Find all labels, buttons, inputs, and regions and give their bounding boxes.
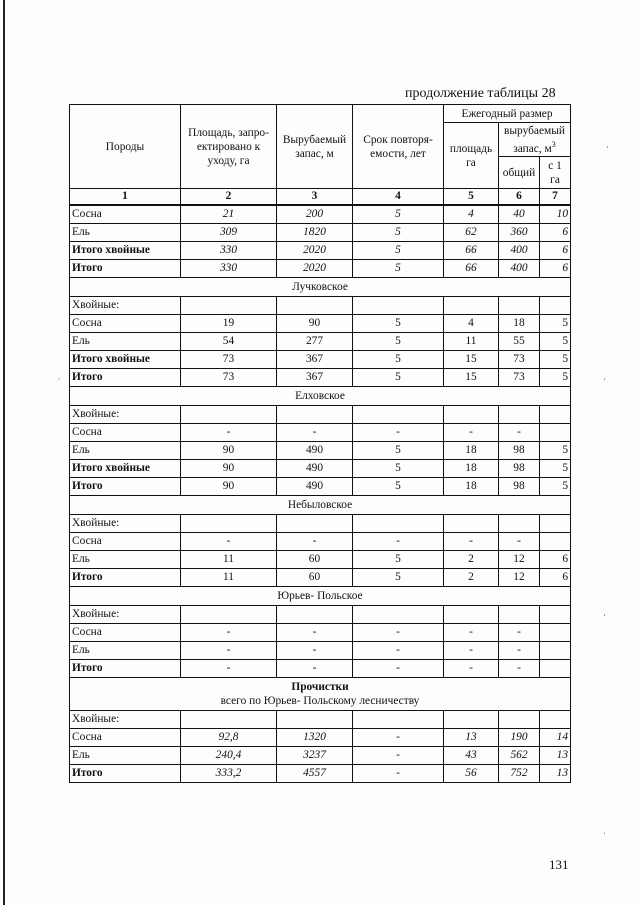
header-annual-area: площадь га	[444, 123, 499, 189]
table-cell: 5	[540, 333, 571, 351]
table-cell: 13	[540, 747, 571, 765]
table-cell: 5	[540, 478, 571, 496]
table-cell: 98	[499, 478, 540, 496]
header-annual-volume: вырубаемый запас, $м^3$	[499, 123, 571, 157]
column-number: 7	[540, 189, 571, 206]
table-cell	[540, 642, 571, 660]
table-cell: 98	[499, 442, 540, 460]
table-cell: -	[444, 624, 499, 642]
table-cell: -	[499, 424, 540, 442]
table-cell: 62	[444, 224, 499, 242]
table-cell: 6	[540, 242, 571, 260]
table-cell: 13	[540, 765, 571, 783]
row-name: Итого	[70, 260, 181, 278]
row-name: Сосна	[70, 624, 181, 642]
table-cell: 200	[277, 205, 353, 224]
row-name: Ель	[70, 333, 181, 351]
table-cell: 333,2	[181, 765, 277, 783]
row-name: Сосна	[70, 205, 181, 224]
table-cell: 309	[181, 224, 277, 242]
column-numbers-row	[70, 189, 571, 206]
table-cell: 73	[499, 369, 540, 387]
table-row	[70, 729, 571, 747]
table-row	[70, 260, 571, 278]
empty-cell	[353, 606, 444, 624]
table-cell: -	[444, 533, 499, 551]
table-cell: 56	[444, 765, 499, 783]
row-name: Ель	[70, 642, 181, 660]
row-name: Сосна	[70, 315, 181, 333]
table-cell	[540, 533, 571, 551]
table-cell: 4	[444, 205, 499, 224]
empty-cell	[181, 297, 277, 315]
table-cell: -	[277, 642, 353, 660]
table-cell: 190	[499, 729, 540, 747]
table-cell: 90	[181, 442, 277, 460]
table-cell: -	[353, 642, 444, 660]
table-cell: 90	[181, 478, 277, 496]
column-number: 4	[353, 189, 444, 206]
table-cell: 21	[181, 205, 277, 224]
table-cell: 15	[444, 351, 499, 369]
table-cell: -	[353, 624, 444, 642]
column-number: 6	[499, 189, 540, 206]
table-cell: 90	[277, 315, 353, 333]
table-cell: -	[181, 660, 277, 678]
scan-mark: ʻ	[603, 376, 606, 386]
column-number: 2	[181, 189, 277, 206]
table-cell	[540, 424, 571, 442]
empty-cell	[540, 606, 571, 624]
table-cell: 60	[277, 569, 353, 587]
table-row	[70, 642, 571, 660]
table-cell	[540, 624, 571, 642]
scan-edge	[3, 0, 5, 905]
empty-cell	[499, 711, 540, 729]
section-title: Елховское	[70, 387, 571, 406]
table-cell: -	[277, 533, 353, 551]
table-cell: 14	[540, 729, 571, 747]
table-cell	[540, 660, 571, 678]
table-row	[70, 478, 571, 496]
empty-cell	[353, 297, 444, 315]
table-cell: 5	[540, 442, 571, 460]
empty-cell	[277, 606, 353, 624]
table-cell: 6	[540, 569, 571, 587]
empty-cell	[444, 606, 499, 624]
table-cell: 66	[444, 242, 499, 260]
table-row	[70, 747, 571, 765]
empty-cell	[353, 515, 444, 533]
table-cell: 360	[499, 224, 540, 242]
prochistki-subtitle: всего по Юрьев- Польскому лесничеству	[220, 695, 420, 707]
table-row	[70, 624, 571, 642]
section-nebylovskoe	[70, 515, 571, 587]
table-cell: 240,4	[181, 747, 277, 765]
group-label: Хвойные:	[70, 515, 181, 533]
table-cell: 5	[353, 351, 444, 369]
table-cell: 5	[353, 551, 444, 569]
table-cell: -	[181, 533, 277, 551]
table-cell: 60	[277, 551, 353, 569]
table-cell: 490	[277, 442, 353, 460]
table-cell: -	[277, 624, 353, 642]
row-name: Ель	[70, 551, 181, 569]
table-cell: 5	[353, 242, 444, 260]
table-row	[70, 224, 571, 242]
empty-cell	[277, 406, 353, 424]
table-cell: 5	[353, 315, 444, 333]
table-cell: 11	[181, 551, 277, 569]
group-label: Хвойные:	[70, 297, 181, 315]
table-cell: 1820	[277, 224, 353, 242]
group-label: Хвойные:	[70, 406, 181, 424]
empty-cell	[277, 515, 353, 533]
table-cell: -	[353, 660, 444, 678]
empty-cell	[499, 515, 540, 533]
empty-cell	[181, 606, 277, 624]
section-block1	[70, 205, 571, 278]
table-cell: 330	[181, 260, 277, 278]
header-period: Срок повторя-емости, лет	[353, 105, 444, 189]
section-title: Небыловское	[70, 496, 571, 515]
table-cell: 66	[444, 260, 499, 278]
table-cell: 5	[353, 442, 444, 460]
group-label: Хвойные:	[70, 711, 181, 729]
empty-cell	[444, 711, 499, 729]
table-cell: 5	[353, 224, 444, 242]
table-cell: 11	[444, 333, 499, 351]
table-cell: 18	[499, 315, 540, 333]
empty-cell	[353, 406, 444, 424]
table-cell: -	[499, 533, 540, 551]
table-row	[70, 333, 571, 351]
empty-cell	[540, 297, 571, 315]
table-cell: 90	[181, 460, 277, 478]
section-title: Лучковское	[70, 278, 571, 297]
row-name: Ель	[70, 224, 181, 242]
group-row	[70, 606, 571, 624]
row-name: Ель	[70, 442, 181, 460]
section-elkhovskoe	[70, 406, 571, 496]
table-cell: -	[277, 424, 353, 442]
table-cell: 367	[277, 351, 353, 369]
table-cell: -	[353, 747, 444, 765]
table-cell: 73	[181, 369, 277, 387]
header-annual: Ежегодный размер	[444, 105, 571, 123]
table-cell: 752	[499, 765, 540, 783]
table-cell: -	[444, 642, 499, 660]
table-cell: 73	[181, 351, 277, 369]
table-cell: 5	[540, 369, 571, 387]
table-cell: 5	[353, 569, 444, 587]
empty-cell	[540, 406, 571, 424]
table-cell: 12	[499, 569, 540, 587]
table-cell: 5	[353, 333, 444, 351]
table-cell: 330	[181, 242, 277, 260]
column-number: 5	[444, 189, 499, 206]
table-caption: продолжение таблицы 28	[405, 86, 556, 101]
table-cell: 6	[540, 551, 571, 569]
row-name: Итого	[70, 478, 181, 496]
table-cell: 6	[540, 260, 571, 278]
table-cell: 277	[277, 333, 353, 351]
table-cell: 15	[444, 369, 499, 387]
section-title	[70, 678, 571, 711]
section-prochistki	[70, 711, 571, 783]
header-species: Породы	[70, 105, 181, 189]
table-row	[70, 551, 571, 569]
table-cell: 2	[444, 551, 499, 569]
forest-table	[69, 104, 571, 783]
header-total: общий	[499, 157, 540, 189]
table-row	[70, 369, 571, 387]
table-cell: -	[181, 624, 277, 642]
table-cell: 400	[499, 260, 540, 278]
table-cell: 5	[353, 460, 444, 478]
table-cell: 5	[353, 205, 444, 224]
row-name: Итого	[70, 660, 181, 678]
table-cell: 367	[277, 369, 353, 387]
row-name: Сосна	[70, 729, 181, 747]
scan-mark: ʻ	[603, 612, 606, 622]
group-row	[70, 711, 571, 729]
row-name: Итого	[70, 569, 181, 587]
table-cell: -	[181, 424, 277, 442]
header-volume: Вырубаемый запас, м	[277, 105, 353, 189]
empty-cell	[499, 297, 540, 315]
table-cell: 40	[499, 205, 540, 224]
table-row	[70, 765, 571, 783]
table-cell: 19	[181, 315, 277, 333]
table-cell: 5	[540, 315, 571, 333]
group-row	[70, 297, 571, 315]
table-cell: 10	[540, 205, 571, 224]
table-cell: 562	[499, 747, 540, 765]
table-row	[70, 442, 571, 460]
table-cell: 18	[444, 460, 499, 478]
table-cell: 98	[499, 460, 540, 478]
table-cell: -	[353, 765, 444, 783]
row-name: Итого хвойные	[70, 351, 181, 369]
column-number: 3	[277, 189, 353, 206]
table-cell: 11	[181, 569, 277, 587]
table-cell: 5	[353, 260, 444, 278]
row-name: Итого хвойные	[70, 242, 181, 260]
empty-cell	[444, 406, 499, 424]
empty-cell	[540, 711, 571, 729]
table-cell: -	[353, 424, 444, 442]
table-row	[70, 424, 571, 442]
row-name: Ель	[70, 747, 181, 765]
table-cell: 54	[181, 333, 277, 351]
table-cell: 18	[444, 478, 499, 496]
table-cell: 5	[353, 478, 444, 496]
column-number: 1	[70, 189, 181, 206]
table-cell: 13	[444, 729, 499, 747]
table-cell: -	[499, 660, 540, 678]
row-name: Сосна	[70, 533, 181, 551]
table-cell: 6	[540, 224, 571, 242]
page-number: 131	[549, 857, 569, 872]
group-row	[70, 406, 571, 424]
table-cell: 73	[499, 351, 540, 369]
section-yuryev	[70, 606, 571, 678]
header-area: Площадь, запро-ектировано к уходу, га	[181, 105, 277, 189]
group-label: Хвойные:	[70, 606, 181, 624]
table-cell: 12	[499, 551, 540, 569]
table-row	[70, 660, 571, 678]
table-cell: -	[353, 533, 444, 551]
empty-cell	[353, 711, 444, 729]
empty-cell	[181, 711, 277, 729]
empty-cell	[277, 297, 353, 315]
table-cell: 18	[444, 442, 499, 460]
table-row	[70, 242, 571, 260]
table-cell: -	[499, 642, 540, 660]
empty-cell	[277, 711, 353, 729]
table-cell: 4	[444, 315, 499, 333]
table-cell: -	[181, 642, 277, 660]
table-row	[70, 351, 571, 369]
table-cell: 490	[277, 460, 353, 478]
empty-cell	[181, 406, 277, 424]
table-cell: 55	[499, 333, 540, 351]
table-cell: -	[353, 729, 444, 747]
row-name: Итого хвойные	[70, 460, 181, 478]
scan-mark: ʻ	[603, 830, 606, 840]
empty-cell	[444, 515, 499, 533]
row-name: Сосна	[70, 424, 181, 442]
table-cell: 2020	[277, 242, 353, 260]
table-cell: -	[499, 624, 540, 642]
row-name: Итого	[70, 369, 181, 387]
table-cell: 1320	[277, 729, 353, 747]
table-cell: 5	[540, 460, 571, 478]
table-cell: 2020	[277, 260, 353, 278]
table-row	[70, 533, 571, 551]
group-row	[70, 515, 571, 533]
row-name: Итого	[70, 765, 181, 783]
table-cell: 43	[444, 747, 499, 765]
table-cell: 400	[499, 242, 540, 260]
section-luchkovskoe	[70, 297, 571, 387]
table-cell: 3237	[277, 747, 353, 765]
table-row	[70, 460, 571, 478]
table-cell: 92,8	[181, 729, 277, 747]
header-per-ha: с 1 га	[540, 157, 571, 189]
table-cell: 2	[444, 569, 499, 587]
table-row	[70, 205, 571, 224]
section-title: Юрьев- Польское	[70, 587, 571, 606]
table-row	[70, 569, 571, 587]
empty-cell	[444, 297, 499, 315]
empty-cell	[499, 406, 540, 424]
table-cell: 4557	[277, 765, 353, 783]
table-cell: -	[444, 424, 499, 442]
table-cell: 490	[277, 478, 353, 496]
empty-cell	[181, 515, 277, 533]
prochistki-title: Прочистки	[291, 681, 349, 693]
table-cell: -	[444, 660, 499, 678]
empty-cell	[540, 515, 571, 533]
scan-mark: ʻ	[606, 144, 609, 154]
scan-mark: ,	[58, 371, 61, 381]
table-cell: -	[277, 660, 353, 678]
table-cell: 5	[540, 351, 571, 369]
empty-cell	[499, 606, 540, 624]
table-row	[70, 315, 571, 333]
table-cell: 5	[353, 369, 444, 387]
